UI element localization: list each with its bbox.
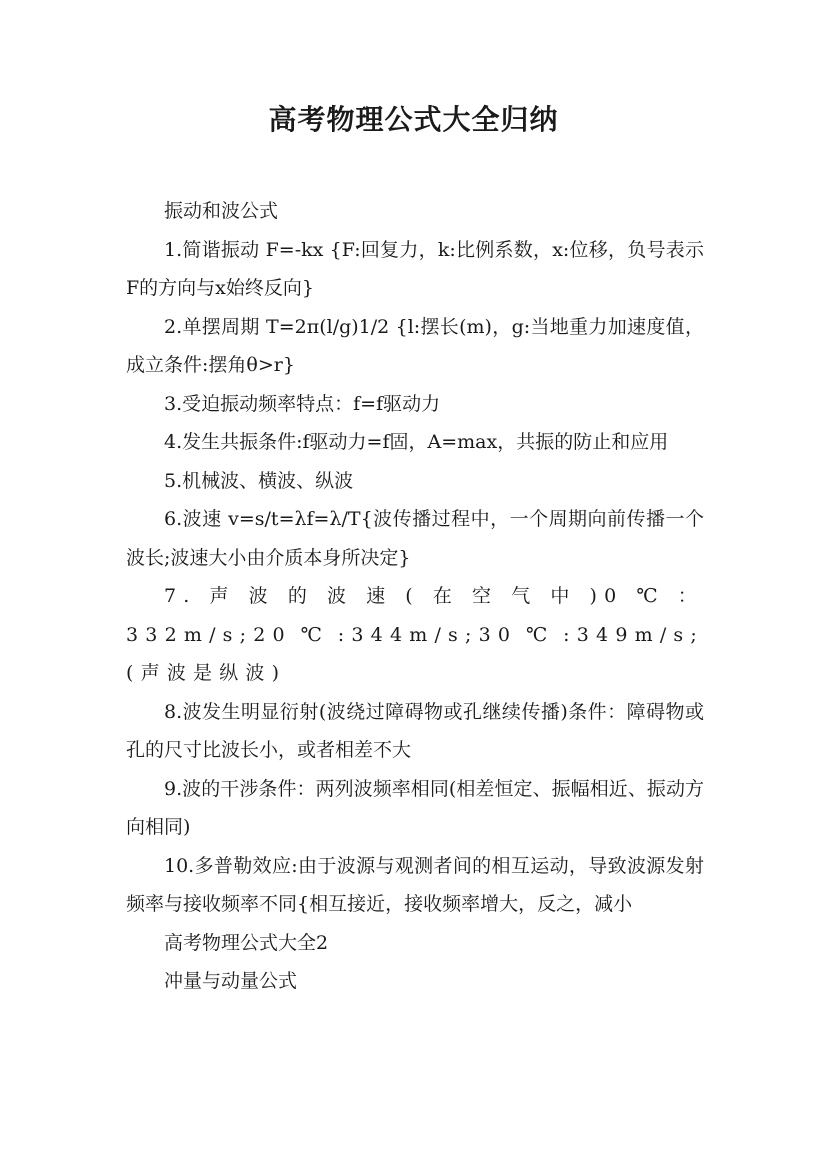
formula-item-4: 4.发生共振条件:f驱动力=f固，A=max，共振的防止和应用 xyxy=(164,431,669,453)
document-title: 高考物理公式大全归纳 xyxy=(268,103,559,136)
formula-item-3: 3.受迫振动频率特点：f=f驱动力 xyxy=(164,392,441,415)
document-body xyxy=(126,192,704,1001)
section-heading-vibration-waves: 振动和波公式 xyxy=(164,200,279,222)
formula-item-10: 10.多普勒效应:由于波源与观测者间的相互运动，导致波源发射频率与接收频率不同{相互接近，接收频率增大，反之，减小 xyxy=(126,854,704,915)
section-heading-impulse-momentum: 冲量与动量公式 xyxy=(164,970,298,992)
formula-item-7: 7.声波的波速(在空气中)0℃：332m/s;20℃:344m/s;30℃:349m/s;(声波是纵波) xyxy=(126,585,704,684)
formula-item-1: 1.简谐振动 F=-kx {F:回复力，k:比例系数，x:位移，负号表示F的方向与x始终反向} xyxy=(126,238,704,299)
section-heading-part-2: 高考物理公式大全2 xyxy=(164,931,329,954)
formula-item-6: 6.波速 v=s/t=λf=λ/T{波传播过程中，一个周期向前传播一个波长;波速大小由介质本身所决定} xyxy=(126,508,704,569)
formula-item-2: 2.单摆周期 T=2π(l/g)1/2 {l:摆长(m)，g:当地重力加速度值，成立条件:摆角θ>r} xyxy=(126,315,704,376)
formula-item-9: 9.波的干涉条件：两列波频率相同(相差恒定、振幅相近、振动方向相同) xyxy=(126,777,704,838)
formula-item-5: 5.机械波、横波、纵波 xyxy=(164,469,354,492)
formula-item-8: 8.波发生明显衍射(波绕过障碍物或孔继续传播)条件：障碍物或孔的尺寸比波长小，或者相差不大 xyxy=(126,700,704,761)
